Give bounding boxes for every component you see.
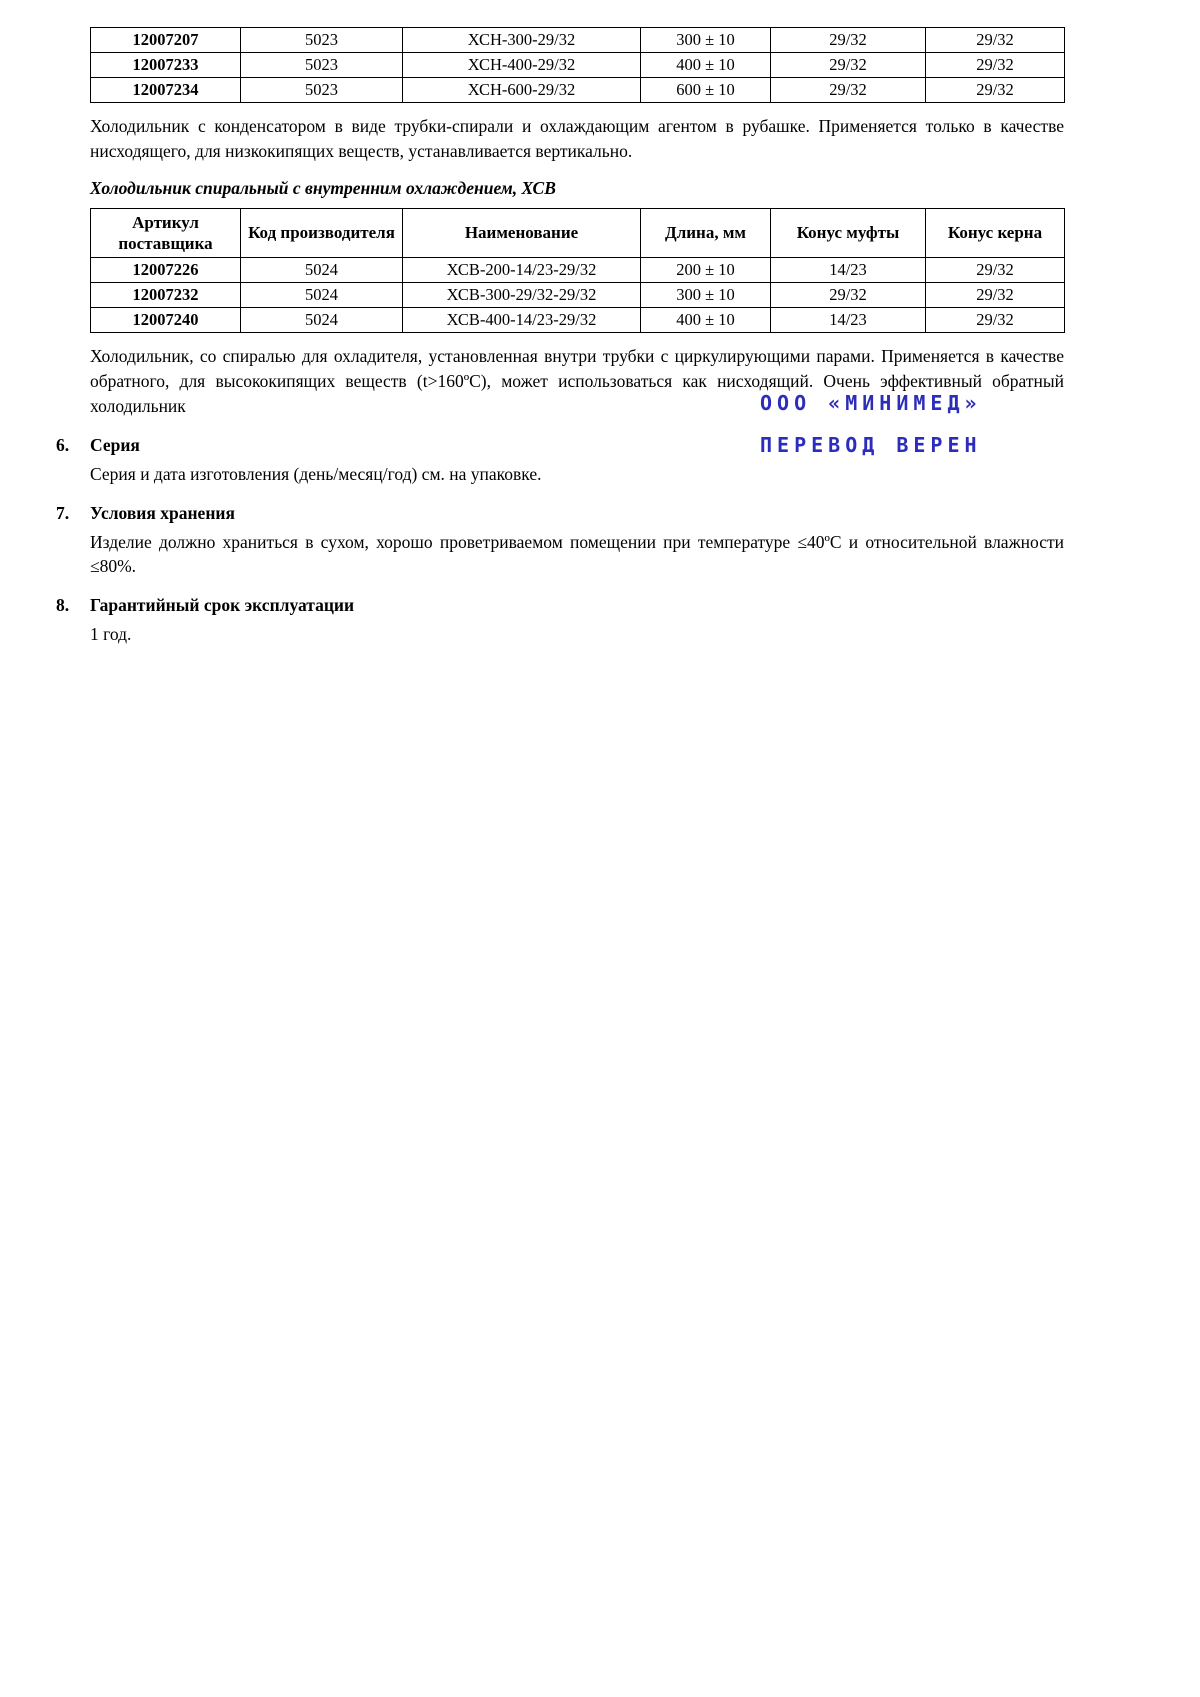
cell-article: 12007226 — [91, 258, 241, 283]
header-article: Артикул поставщика — [91, 208, 241, 258]
section-body: Изделие должно храниться в сухом, хорошо проветриваемом помещении при температуре ≤40ºС и относительной влажности ≤80%. — [90, 531, 1064, 577]
stamp-company-line: ООО «МИНИМЕД» — [760, 391, 982, 415]
cell-mufta: 29/32 — [771, 283, 926, 308]
cell-code: 5023 — [241, 28, 403, 53]
table-row — [91, 283, 1065, 308]
cell-kern: 29/32 — [926, 53, 1065, 78]
stamp-verified-line: ПЕРЕВОД ВЕРЕН — [760, 433, 982, 457]
cell-name: ХСВ-300-29/32-29/32 — [403, 283, 641, 308]
cell-code: 5024 — [241, 283, 403, 308]
cell-mufta: 14/23 — [771, 258, 926, 283]
cell-kern: 29/32 — [926, 258, 1065, 283]
cell-kern: 29/32 — [926, 283, 1065, 308]
section-title — [56, 502, 1064, 524]
cell-mufta: 29/32 — [771, 28, 926, 53]
cell-name: ХСН-400-29/32 — [403, 53, 641, 78]
cell-article: 12007207 — [91, 28, 241, 53]
xch-table — [90, 27, 1065, 103]
table-row — [91, 78, 1065, 103]
xcb-description: Холодильник, со спиралью для охладителя, установленная внутри трубки с циркулирующими парами. Применяется в качестве обратного, для высококипящих веществ (t>160ºС), может использоваться как нисходящий. Очень эффективный обратный холодильник — [90, 346, 1064, 416]
xcb-table — [90, 208, 1065, 334]
cell-length: 200 ± 10 — [641, 258, 771, 283]
cell-kern: 29/32 — [926, 28, 1065, 53]
cell-kern: 29/32 — [926, 78, 1065, 103]
xcb-heading: Холодильник спиральный с внутренним охлаждением, ХСВ — [90, 177, 556, 198]
cell-length: 600 ± 10 — [641, 78, 771, 103]
cell-article: 12007233 — [91, 53, 241, 78]
section-body: 1 год. — [90, 624, 132, 645]
cell-article: 12007232 — [91, 283, 241, 308]
section-title-text: Серия — [90, 434, 140, 455]
section-title-text: Условия хранения — [90, 502, 235, 523]
table-row — [91, 258, 1065, 283]
translation-stamp — [760, 393, 982, 455]
section-number: 6. — [56, 434, 70, 455]
cell-code: 5023 — [241, 53, 403, 78]
cell-mufta: 14/23 — [771, 308, 926, 333]
cell-article: 12007234 — [91, 78, 241, 103]
cell-code: 5023 — [241, 78, 403, 103]
section-usloviya-khraneniya — [56, 502, 1064, 580]
cell-name: ХСН-300-29/32 — [403, 28, 641, 53]
section-garantiyny-srok — [56, 595, 1064, 647]
header-length: Длина, мм — [641, 208, 771, 258]
cell-length: 400 ± 10 — [641, 53, 771, 78]
cell-name: ХСВ-200-14/23-29/32 — [403, 258, 641, 283]
xch-description: Холодильник с конденсатором в виде трубки-спирали и охлаждающим агентом в рубашке. Применяется только в качестве нисходящего, для низкокипящих веществ, устанавливается вертикально. — [90, 116, 1064, 161]
cell-name: ХСВ-400-14/23-29/32 — [403, 308, 641, 333]
section-number: 7. — [56, 502, 70, 523]
header-kern: Конус керна — [926, 208, 1065, 258]
table-row — [91, 308, 1065, 333]
cell-mufta: 29/32 — [771, 53, 926, 78]
header-mufta: Конус муфты — [771, 208, 926, 258]
header-name: Наименование — [403, 208, 641, 258]
section-title-text: Гарантийный срок эксплуатации — [90, 595, 355, 616]
cell-length: 300 ± 10 — [641, 283, 771, 308]
document-content — [56, 27, 1064, 647]
header-code: Код производителя — [241, 208, 403, 258]
table-row — [91, 28, 1065, 53]
cell-article: 12007240 — [91, 308, 241, 333]
cell-code: 5024 — [241, 308, 403, 333]
section-title — [56, 595, 1064, 616]
cell-name: ХСН-600-29/32 — [403, 78, 641, 103]
section-body: Серия и дата изготовления (день/месяц/год) см. на упаковке. — [90, 463, 542, 484]
cell-mufta: 29/32 — [771, 78, 926, 103]
cell-kern: 29/32 — [926, 308, 1065, 333]
table-header-row — [91, 208, 1065, 258]
cell-length: 400 ± 10 — [641, 308, 771, 333]
table-row — [91, 53, 1065, 78]
section-number: 8. — [56, 595, 70, 616]
cell-length: 300 ± 10 — [641, 28, 771, 53]
cell-code: 5024 — [241, 258, 403, 283]
